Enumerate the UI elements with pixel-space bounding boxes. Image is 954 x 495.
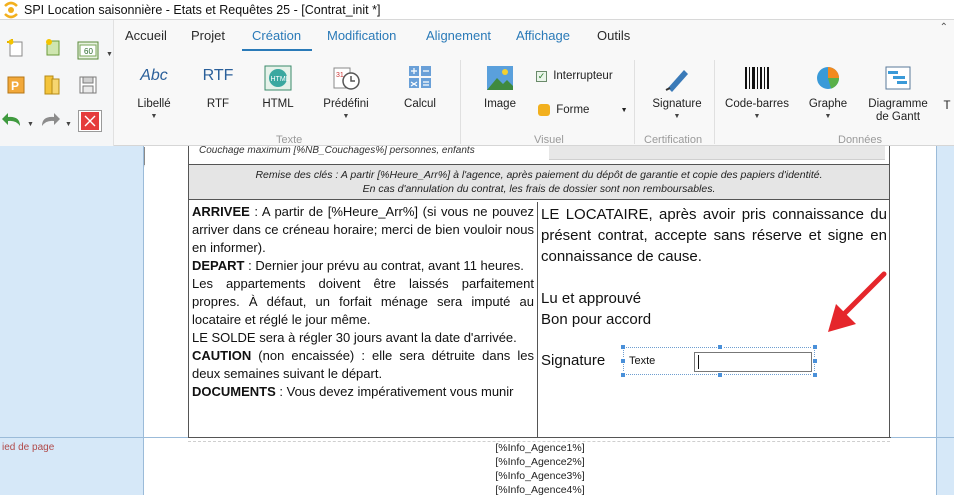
- footer-field-agence2[interactable]: [%Info_Agence2%]: [495, 456, 585, 468]
- print-button[interactable]: [4, 74, 28, 96]
- svg-text:HTML: HTML: [270, 76, 290, 83]
- signature-pen-icon: [662, 64, 692, 92]
- footer-field-agence4[interactable]: [%Info_Agence4%]: [495, 484, 585, 495]
- resize-handle-bottom[interactable]: [717, 372, 723, 378]
- tab-outils[interactable]: Outils: [597, 28, 631, 43]
- lu-approuve-text: Lu et approuvé: [541, 290, 642, 307]
- preview-dropdown-icon[interactable]: ▼: [106, 51, 113, 58]
- chevron-down-icon: ▼: [753, 113, 761, 120]
- predefined-clock-icon: [330, 64, 362, 92]
- forme-button[interactable]: Forme ▼: [538, 104, 634, 116]
- svg-text:P: P: [11, 79, 20, 93]
- top-right-cell[interactable]: [549, 146, 885, 160]
- pie-chart-icon: [813, 64, 843, 92]
- red-arrow-annotation: [820, 270, 890, 340]
- signature-button[interactable]: Signature ▼: [642, 64, 712, 120]
- active-tab-indicator: [242, 49, 312, 51]
- resize-handle-bottom-right[interactable]: [812, 372, 818, 378]
- barcode-icon: [742, 64, 772, 92]
- graphe-button[interactable]: Graphe ▼: [798, 64, 858, 120]
- resize-handle-bottom-left[interactable]: [620, 372, 626, 378]
- svg-text:31: 31: [336, 72, 344, 79]
- resize-handle-right[interactable]: [812, 358, 818, 364]
- app-logo-icon: [2, 1, 20, 19]
- open-folder-icon: [41, 73, 63, 97]
- rtf-button[interactable]: RTF RTF: [194, 64, 242, 111]
- tab-modification[interactable]: Modification: [327, 28, 397, 43]
- locataire-text: LE LOCATAIRE, après avoir pris connaissance du présent contrat, accepte sans réserve et signe en connaissance de cause.: [541, 206, 887, 265]
- tab-projet[interactable]: Projet: [191, 28, 225, 43]
- bon-accord-text: Bon pour accord: [541, 311, 652, 328]
- redo-button[interactable]: [38, 110, 62, 132]
- signature-field[interactable]: [694, 352, 812, 372]
- print-icon: [5, 73, 27, 97]
- ribbon-collapse-icon[interactable]: ⌃: [939, 22, 948, 33]
- resize-handle-top-left[interactable]: [620, 344, 626, 350]
- preview-button[interactable]: [76, 40, 102, 62]
- chevron-down-icon: ▼: [824, 113, 832, 120]
- text-caret: [698, 355, 699, 369]
- resize-handle-left[interactable]: [620, 358, 626, 364]
- resize-handle-top-right[interactable]: [812, 344, 818, 350]
- group-label-visuel: Visuel: [534, 134, 564, 146]
- resize-handle-top[interactable]: [717, 344, 723, 350]
- new-page-icon: [41, 36, 63, 58]
- couchage-text[interactable]: Couchage maximum [%NB_Couchages%] personnes, enfants: [199, 146, 475, 156]
- new-document-icon: [5, 36, 27, 58]
- preview-icon: [76, 40, 102, 62]
- chevron-down-icon: ▼: [342, 113, 350, 120]
- undo-dropdown-icon[interactable]: ▼: [27, 121, 34, 128]
- keys-notice[interactable]: Remise des clés : A partir [%Heure_Arr%] à l'agence, après paiement du dépôt de garantie et copie des papiers d'identité. En cas d'annulation du contrat, les frais de dossier sont non remboursables.: [189, 164, 889, 200]
- code-barres-button[interactable]: Code-barres ▼: [722, 64, 792, 120]
- gantt-button[interactable]: Diagramme de Gantt: [862, 64, 934, 124]
- redo-dropdown-icon[interactable]: ▼: [65, 121, 72, 128]
- image-button[interactable]: Image: [474, 64, 526, 111]
- contract-block: [188, 146, 890, 438]
- svg-text:60: 60: [84, 47, 93, 56]
- shape-icon: [538, 104, 550, 116]
- footer-field-agence3[interactable]: [%Info_Agence3%]: [495, 470, 585, 482]
- group-label-donnees: Données: [838, 134, 883, 146]
- new-document-button[interactable]: [4, 36, 28, 58]
- checkbox-icon: ✓: [537, 70, 546, 81]
- label-abc-icon: Abc: [140, 67, 168, 84]
- group-label-certification: Certification: [644, 134, 703, 146]
- save-icon: [77, 74, 99, 96]
- signature-control-label: Texte: [629, 355, 656, 367]
- footer-field-agence1[interactable]: [%Info_Agence1%]: [495, 442, 585, 454]
- column-divider: [537, 202, 538, 438]
- image-icon: [485, 64, 515, 92]
- window-title: SPI Location saisonnière - Etats et Requêtes 25 - [Contrat_init *]: [24, 3, 381, 17]
- predefini-button[interactable]: 31 Prédéfini ▼: [314, 64, 378, 120]
- open-folder-button[interactable]: [40, 74, 64, 96]
- title-bar: [0, 0, 954, 20]
- tab-alignement[interactable]: Alignement: [426, 28, 492, 43]
- chevron-down-icon: ▼: [673, 113, 681, 120]
- calculator-icon: [405, 64, 435, 92]
- quick-access-toolbar: [0, 20, 114, 146]
- tab-creation[interactable]: Création: [252, 28, 302, 43]
- rtf-icon: RTF: [202, 67, 234, 84]
- signature-control[interactable]: [623, 347, 815, 375]
- chevron-down-icon: ▼: [150, 113, 158, 120]
- tab-affichage[interactable]: Affichage: [516, 28, 570, 43]
- conditions-column[interactable]: ARRIVEE : A partir de [%Heure_Arr%] (si vous ne pouvez arriver dans ce créneau horaire; merci de bien vouloir nous en informer). DEPART : Dernier jour prévu au contrat, avant 11 heures. Les appartements doivent être laissés parfaitement propres. À défaut, un forfait ménage sera imputé au locataire et réglé le jour même. LE SOLDE sera à régler 30 jours avant la date d'arrivée. CAUTION (non encaissée) : elle sera détruite dans les deux semaines suivant le départ. DOCUMENTS : Vous devez impérativement vous munir: [192, 204, 534, 399]
- truncated-button[interactable]: T: [943, 100, 951, 112]
- tab-accueil[interactable]: Accueil: [125, 28, 167, 43]
- band-margin-right: [936, 146, 954, 495]
- html-icon: [263, 64, 293, 92]
- libelle-button[interactable]: Abc Libellé ▼: [122, 64, 186, 120]
- close-button[interactable]: [78, 110, 102, 132]
- redo-icon: [38, 110, 62, 132]
- signature-label: Signature: [541, 352, 606, 369]
- ribbon-body: [114, 56, 954, 146]
- gantt-chart-icon: [883, 64, 913, 92]
- footer-band-label: ied de page: [2, 442, 55, 453]
- chevron-down-icon: ▼: [620, 106, 628, 114]
- group-label-texte: Texte: [276, 134, 303, 146]
- contract-bottom-border: [189, 437, 891, 438]
- calcul-button[interactable]: Calcul: [390, 64, 450, 111]
- undo-icon: [0, 110, 24, 132]
- interrupteur-button[interactable]: ✓ Interrupteur: [537, 70, 613, 82]
- ribbon: [114, 20, 954, 146]
- save-button[interactable]: [76, 74, 100, 96]
- new-page-button[interactable]: [40, 36, 64, 58]
- html-button[interactable]: HTML HTML: [252, 64, 304, 111]
- undo-button[interactable]: [0, 110, 24, 132]
- close-icon: [80, 111, 100, 131]
